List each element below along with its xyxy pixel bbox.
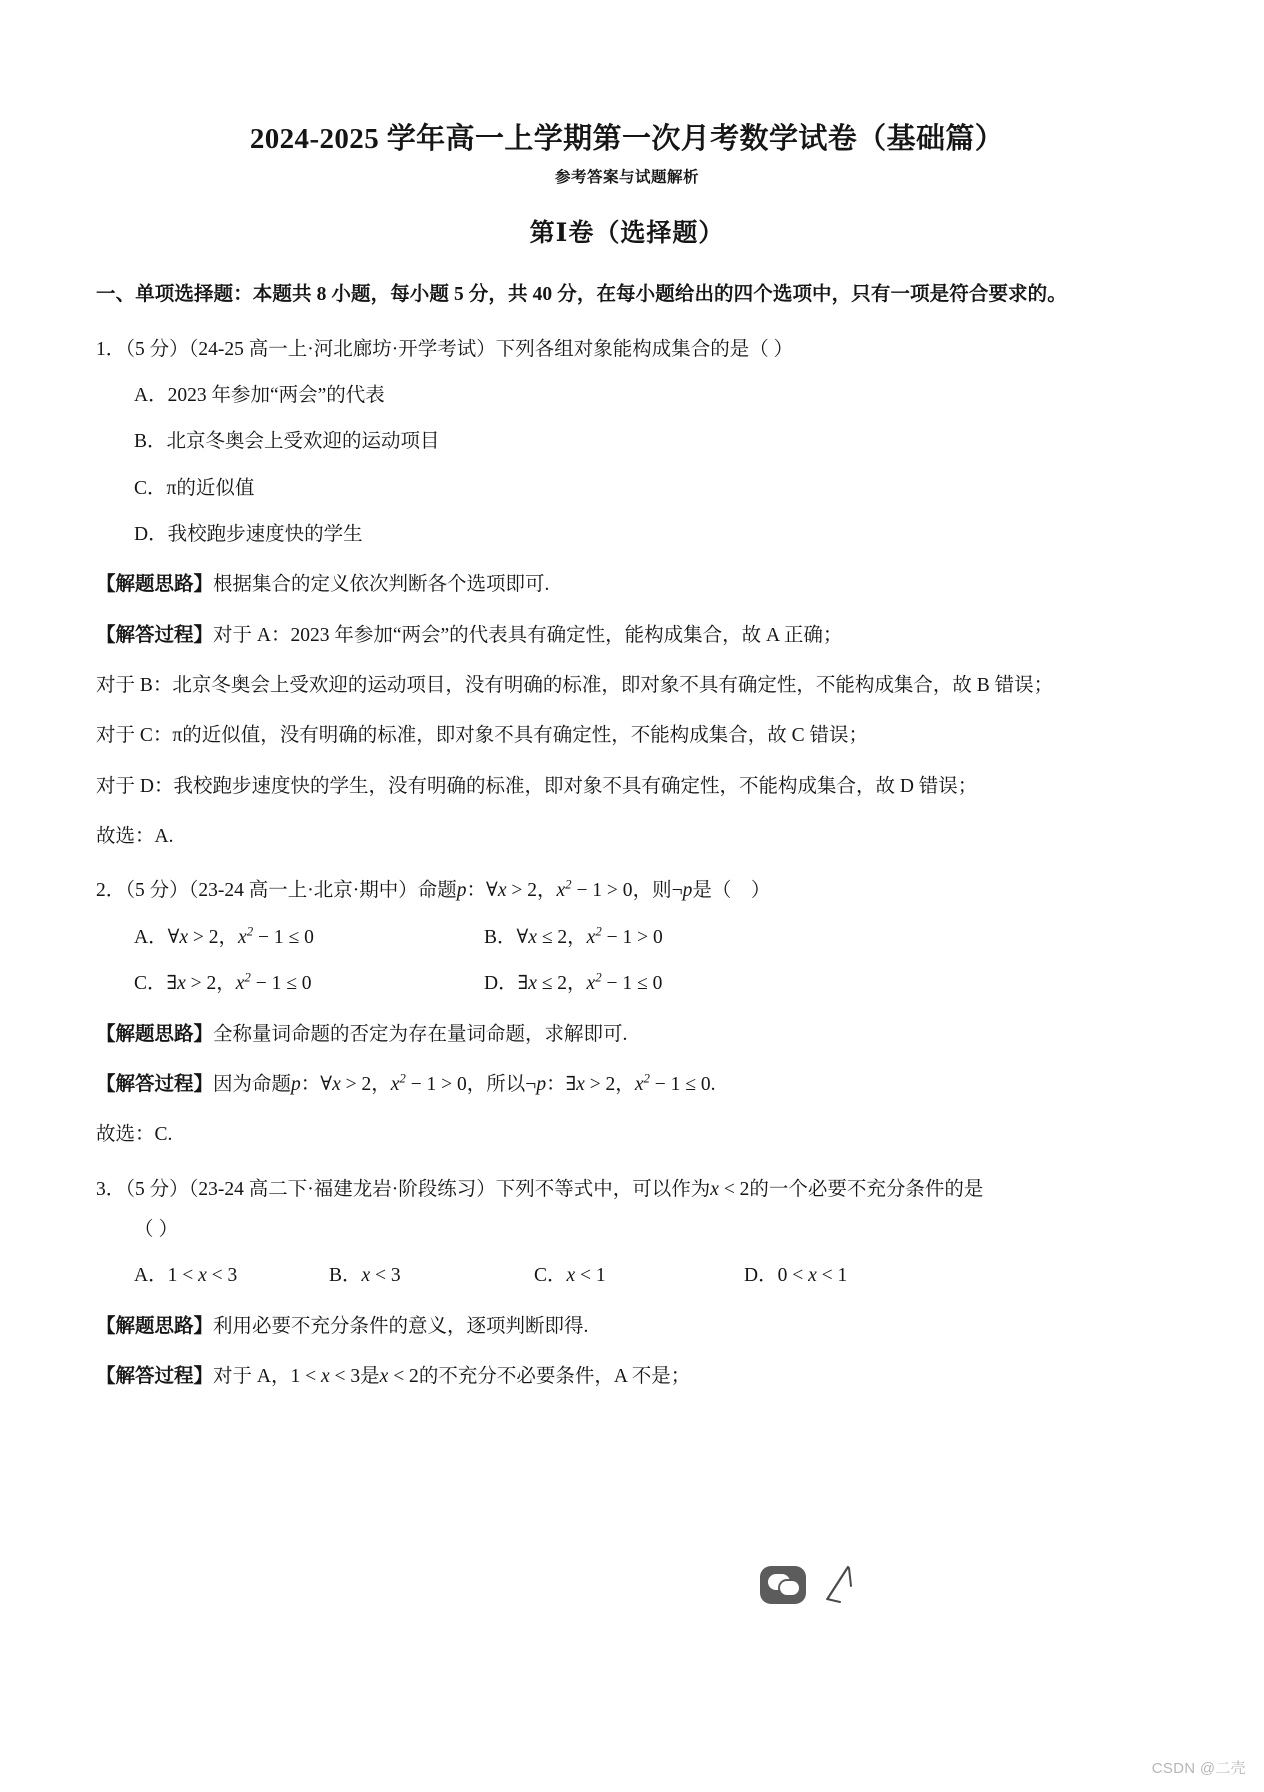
question-2-option-d: D．∃x ≤ 2，$x^2 - 1 \le 0$	[484, 970, 663, 995]
question-1-source: （24-25 高一上·河北廊坊·开学考试）	[188, 338, 496, 360]
question-2-option-a: A．∀x > 2，$x^2 - 1 \le 0$	[134, 924, 314, 948]
footer-stamp	[760, 1560, 880, 1620]
question-2-stem	[96, 871, 1158, 911]
question-3-score: （5 分）	[125, 1178, 189, 1200]
question-2-math: p：∀x > 2，$x^2 - 1 > 0$	[456, 877, 633, 902]
document-subtitle: 参考答案与试题解析	[554, 169, 699, 187]
question-2-answer: 故选：C.	[96, 1124, 173, 1146]
question-3-stem-cont: （ ）	[134, 1218, 179, 1240]
section-title: 第Ⅰ卷（选择题）	[529, 220, 725, 248]
process-tag: 【解答过程】	[96, 1366, 214, 1388]
page-content	[96, 120, 1158, 1397]
question-2-process	[96, 1065, 1158, 1105]
idea-tag: 【解题思路】	[96, 574, 214, 596]
question-1-stem	[96, 330, 1158, 370]
question-2-option-b: B．∀x ≤ 2，$x^2 - 1 > 0$	[484, 924, 663, 948]
section-instructions: 一、单项选择题：本题共 8 小题，每小题 5 分，共 40 分，在每小题给出的四个选项中，只有一项是符合要求的。	[96, 284, 1067, 306]
question-1-option-a: A．2023 年参加“两会”的代表	[134, 384, 385, 406]
question-1-score: （5 分）	[125, 338, 189, 360]
page-title: 2024-2025 学年高一上学期第一次月考数学试卷（基础篇）	[249, 123, 1005, 155]
question-2-options-row-2	[96, 964, 1158, 1004]
ink-stroke-icon	[818, 1564, 858, 1606]
idea-text: 全称量词命题的否定为存在量词命题，求解即可.	[213, 1023, 628, 1045]
process-text-a: 对于 A：2023 年参加“两会”的代表具有确定性，能构成集合，故 A 正确；	[213, 624, 843, 646]
question-3-idea	[96, 1307, 1158, 1347]
idea-text: 根据集合的定义依次判断各个选项即可.	[213, 574, 550, 596]
question-3-option-d: D．0 < x < 1	[744, 1265, 848, 1287]
question-2-source: （23-24 高一上·北京·期中）	[188, 880, 418, 902]
question-2-text-prefix: 命题	[417, 880, 457, 902]
idea-text: 利用必要不充分条件的意义，逐项判断即得.	[213, 1315, 589, 1337]
question-3-option-b: B．x < 3	[329, 1265, 401, 1287]
question-1-process-b: 对于 B：北京冬奥会上受欢迎的运动项目，没有明确的标准，即对象不具有确定性，不能构成集合，故 B 错误；	[96, 675, 1054, 697]
question-1-answer: 故选：A.	[96, 826, 174, 848]
question-1-text: 下列各组对象能构成集合的是（ ）	[495, 338, 794, 360]
question-1-option-c: C．π的近似值	[134, 477, 255, 499]
question-1-process-d: 对于 D：我校跑步速度快的学生，没有明确的标准，即对象不具有确定性，不能构成集合，故 D 错误；	[96, 775, 978, 797]
question-3-source: （23-24 高二下·福建龙岩·阶段练习）	[188, 1178, 496, 1200]
question-2-idea	[96, 1015, 1158, 1055]
process-tag: 【解答过程】	[96, 624, 214, 646]
question-3-option-a: A．1 < x < 3	[134, 1265, 238, 1287]
process-text: 因为命题p：∀x > 2，$x^2 - 1 > 0$，所以¬p：∃x > 2，$x^2 - 1 \le 0$.	[213, 1071, 716, 1095]
question-2-number: 2．	[96, 880, 126, 902]
wechat-icon	[760, 1566, 806, 1604]
question-3-text: 下列不等式中，可以作为x < 2的一个必要不充分条件的是	[495, 1178, 984, 1200]
question-1-number: 1．	[96, 338, 126, 360]
question-1-process-c: 对于 C：π的近似值，没有明确的标准，即对象不具有确定性，不能构成集合，故 C 错误；	[96, 725, 868, 747]
question-2-text-suffix: ，则¬p是（ ）	[632, 880, 771, 902]
question-3-stem	[96, 1170, 1158, 1210]
question-1-idea	[96, 565, 1158, 605]
process-tag: 【解答过程】	[96, 1073, 214, 1095]
question-3-option-c: C．x < 1	[534, 1265, 606, 1287]
idea-tag: 【解题思路】	[96, 1023, 214, 1045]
question-3-process	[96, 1357, 1158, 1397]
question-3-options-row	[96, 1256, 1158, 1296]
idea-tag: 【解题思路】	[96, 1315, 214, 1337]
question-2-score: （5 分）	[125, 880, 189, 902]
question-3-number: 3．	[96, 1178, 126, 1200]
question-2-option-c: C．∃x > 2，$x^2 - 1 \le 0$	[134, 970, 312, 995]
watermark-text: CSDN @二壳	[1151, 1760, 1246, 1777]
question-2-options-row-1	[96, 918, 1158, 958]
process-text: 对于 A，1 < x < 3是x < 2的不充分不必要条件，A 不是；	[213, 1366, 691, 1388]
question-1-option-d: D．我校跑步速度快的学生	[134, 523, 363, 545]
question-1-option-b: B．北京冬奥会上受欢迎的运动项目	[134, 431, 440, 453]
question-1-process-a	[96, 616, 1158, 656]
